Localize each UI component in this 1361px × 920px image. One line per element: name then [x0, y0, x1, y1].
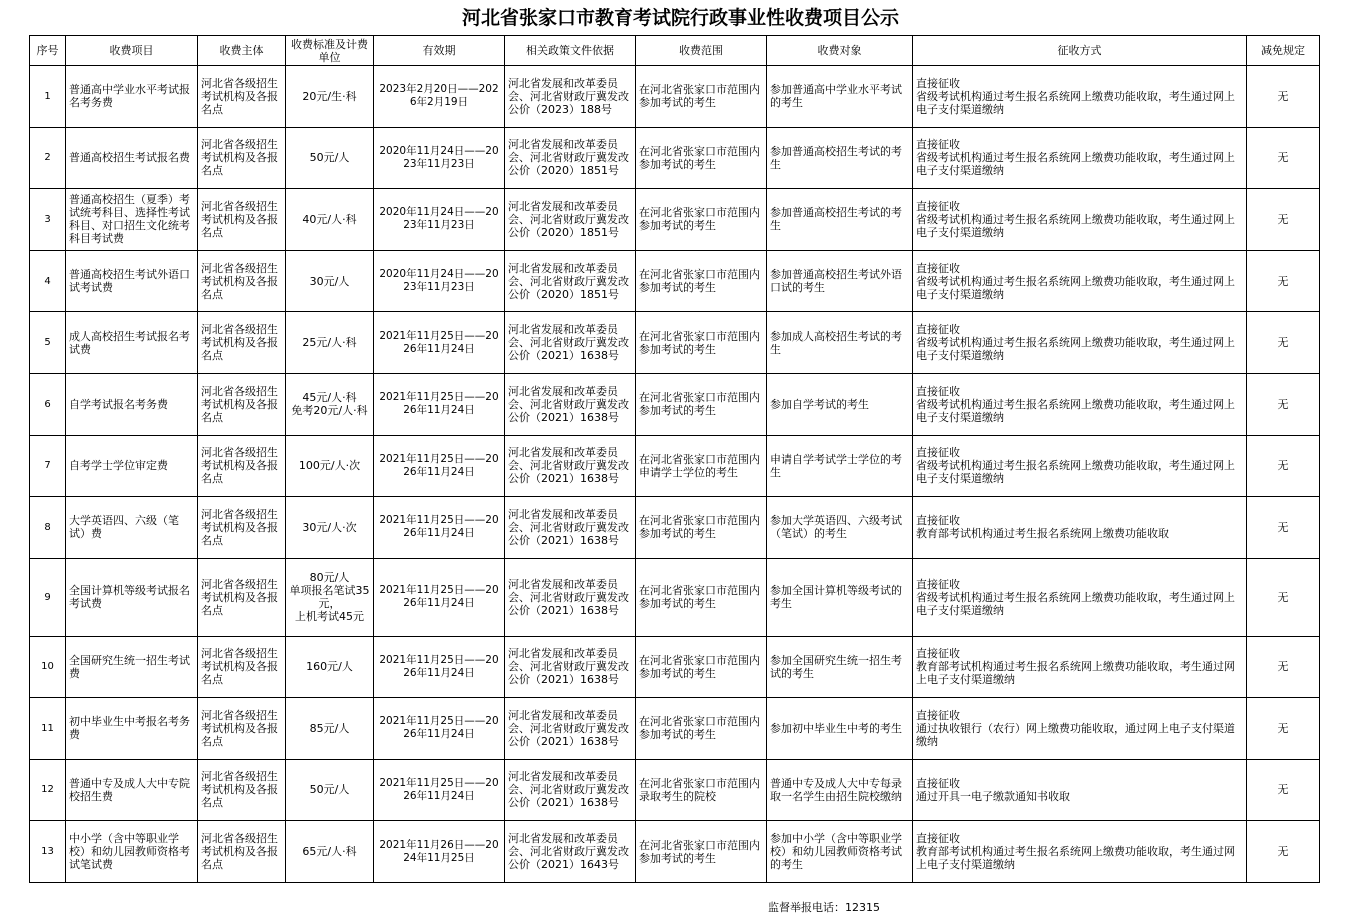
cell-body: 河北省各级招生考试机构及各报名点 — [198, 821, 286, 883]
cell-basis: 河北省发展和改革委员会、河北省财政厅冀发改公价（2021）1638号 — [505, 759, 636, 821]
table-row — [30, 127, 1320, 189]
cell-no: 6 — [30, 373, 66, 435]
table-row — [30, 373, 1320, 435]
cell-method: 直接征收 省级考试机构通过考生报名系统网上缴费功能收取，考生通过网上电子支付渠道缴纳 — [913, 558, 1247, 636]
cell-target: 参加全国计算机等级考试的考生 — [767, 558, 913, 636]
header-basis: 相关政策文件依据 — [505, 36, 636, 66]
cell-item: 中小学（含中等职业学校）和幼儿园教师资格考试笔试费 — [66, 821, 198, 883]
cell-exempt: 无 — [1247, 636, 1320, 698]
cell-exempt: 无 — [1247, 497, 1320, 559]
cell-exempt: 无 — [1247, 189, 1320, 251]
cell-standard: 45元/人·科 免考20元/人·科 — [286, 373, 374, 435]
cell-target: 普通中专及成人大中专每录取一名学生由招生院校缴纳 — [767, 759, 913, 821]
cell-target: 参加中小学（含中等职业学校）和幼儿园教师资格考试的考生 — [767, 821, 913, 883]
cell-item: 普通高校招生考试报名费 — [66, 127, 198, 189]
cell-method: 直接征收 省级考试机构通过考生报名系统网上缴费功能收取，考生通过网上电子支付渠道缴纳 — [913, 189, 1247, 251]
cell-standard: 50元/人 — [286, 759, 374, 821]
cell-period: 2020年11月24日——2023年11月23日 — [374, 189, 505, 251]
cell-standard: 30元/人 — [286, 250, 374, 312]
cell-exempt: 无 — [1247, 250, 1320, 312]
header-no: 序号 — [30, 36, 66, 66]
cell-scope: 在河北省张家口市范围内录取考生的院校 — [636, 759, 767, 821]
cell-standard: 40元/人·科 — [286, 189, 374, 251]
table-header-row — [30, 36, 1320, 66]
cell-basis: 河北省发展和改革委员会、河北省财政厅冀发改公价（2020）1851号 — [505, 250, 636, 312]
cell-body: 河北省各级招生考试机构及各报名点 — [198, 66, 286, 128]
cell-no: 8 — [30, 497, 66, 559]
cell-method: 直接征收 教育部考试机构通过考生报名系统网上缴费功能收取，考生通过网上电子支付渠道缴纳 — [913, 636, 1247, 698]
table-row — [30, 497, 1320, 559]
table-row — [30, 698, 1320, 760]
cell-exempt: 无 — [1247, 66, 1320, 128]
table-body — [30, 66, 1320, 883]
cell-basis: 河北省发展和改革委员会、河北省财政厅冀发改公价（2021）1638号 — [505, 435, 636, 497]
cell-standard: 65元/人·科 — [286, 821, 374, 883]
cell-basis: 河北省发展和改革委员会、河北省财政厅冀发改公价（2021）1638号 — [505, 636, 636, 698]
cell-target: 参加大学英语四、六级考试（笔试）的考生 — [767, 497, 913, 559]
page-title: 河北省张家口市教育考试院行政事业性收费项目公示 — [461, 7, 899, 29]
cell-body: 河北省各级招生考试机构及各报名点 — [198, 497, 286, 559]
cell-body: 河北省各级招生考试机构及各报名点 — [198, 435, 286, 497]
cell-target: 参加普通高校招生考试外语口试的考生 — [767, 250, 913, 312]
cell-period: 2021年11月25日——2026年11月24日 — [374, 636, 505, 698]
cell-standard: 85元/人 — [286, 698, 374, 760]
cell-no: 10 — [30, 636, 66, 698]
table-row — [30, 558, 1320, 636]
table-row — [30, 66, 1320, 128]
cell-item: 普通高校招生考试外语口试考试费 — [66, 250, 198, 312]
cell-item: 普通中专及成人大中专院校招生费 — [66, 759, 198, 821]
cell-no: 13 — [30, 821, 66, 883]
cell-no: 3 — [30, 189, 66, 251]
cell-basis: 河北省发展和改革委员会、河北省财政厅冀发改公价（2021）1638号 — [505, 497, 636, 559]
cell-period: 2021年11月25日——2026年11月24日 — [374, 759, 505, 821]
cell-exempt: 无 — [1247, 698, 1320, 760]
cell-exempt: 无 — [1247, 127, 1320, 189]
cell-target: 申请自学考试学士学位的考生 — [767, 435, 913, 497]
cell-exempt: 无 — [1247, 759, 1320, 821]
cell-period: 2023年2月20日——2026年2月19日 — [374, 66, 505, 128]
cell-period: 2020年11月24日——2023年11月23日 — [374, 127, 505, 189]
cell-period: 2021年11月26日——2024年11月25日 — [374, 821, 505, 883]
cell-basis: 河北省发展和改革委员会、河北省财政厅冀发改公价（2020）1851号 — [505, 189, 636, 251]
cell-exempt: 无 — [1247, 312, 1320, 374]
cell-period: 2021年11月25日——2026年11月24日 — [374, 312, 505, 374]
cell-target: 参加自学考试的考生 — [767, 373, 913, 435]
cell-basis: 河北省发展和改革委员会、河北省财政厅冀发改公价（2020）1851号 — [505, 127, 636, 189]
cell-target: 参加成人高校招生考试的考生 — [767, 312, 913, 374]
cell-method: 直接征收 通过开具一电子缴款通知书收取 — [913, 759, 1247, 821]
cell-target: 参加全国研究生统一招生考试的考生 — [767, 636, 913, 698]
header-scope: 收费范围 — [636, 36, 767, 66]
cell-item: 普通高中学业水平考试报名考务费 — [66, 66, 198, 128]
table-row — [30, 312, 1320, 374]
cell-scope: 在河北省张家口市范围内参加考试的考生 — [636, 66, 767, 128]
cell-scope: 在河北省张家口市范围内参加考试的考生 — [636, 821, 767, 883]
cell-method: 直接征收 省级考试机构通过考生报名系统网上缴费功能收取，考生通过网上电子支付渠道缴纳 — [913, 435, 1247, 497]
cell-basis: 河北省发展和改革委员会、河北省财政厅冀发改公价（2021）1643号 — [505, 821, 636, 883]
cell-basis: 河北省发展和改革委员会、河北省财政厅冀发改公价（2021）1638号 — [505, 373, 636, 435]
cell-basis: 河北省发展和改革委员会、河北省财政厅冀发改公价（2021）1638号 — [505, 312, 636, 374]
cell-body: 河北省各级招生考试机构及各报名点 — [198, 558, 286, 636]
cell-no: 1 — [30, 66, 66, 128]
cell-standard: 30元/人·次 — [286, 497, 374, 559]
cell-method: 直接征收 省级考试机构通过考生报名系统网上缴费功能收取，考生通过网上电子支付渠道缴纳 — [913, 250, 1247, 312]
cell-basis: 河北省发展和改革委员会、河北省财政厅冀发改公价（2021）1638号 — [505, 698, 636, 760]
cell-target: 参加普通高校招生考试的考生 — [767, 189, 913, 251]
cell-exempt: 无 — [1247, 558, 1320, 636]
cell-basis: 河北省发展和改革委员会、河北省财政厅冀发改公价（2023）188号 — [505, 66, 636, 128]
cell-body: 河北省各级招生考试机构及各报名点 — [198, 636, 286, 698]
cell-scope: 在河北省张家口市范围内参加考试的考生 — [636, 558, 767, 636]
cell-period: 2021年11月25日——2026年11月24日 — [374, 435, 505, 497]
cell-scope: 在河北省张家口市范围内参加考试的考生 — [636, 250, 767, 312]
cell-item: 初中毕业生中考报名考务费 — [66, 698, 198, 760]
cell-exempt: 无 — [1247, 821, 1320, 883]
cell-item: 成人高校招生考试报名考试费 — [66, 312, 198, 374]
cell-item: 普通高校招生（夏季）考试统考科目、选择性考试科目、对口招生文化统考科目考试费 — [66, 189, 198, 251]
cell-period: 2020年11月24日——2023年11月23日 — [374, 250, 505, 312]
cell-method: 直接征收 省级考试机构通过考生报名系统网上缴费功能收取，考生通过网上电子支付渠道缴纳 — [913, 312, 1247, 374]
cell-standard: 20元/生·科 — [286, 66, 374, 128]
cell-item: 全国计算机等级考试报名考试费 — [66, 558, 198, 636]
cell-scope: 在河北省张家口市范围内参加考试的考生 — [636, 127, 767, 189]
table-row — [30, 250, 1320, 312]
cell-scope: 在河北省张家口市范围内参加考试的考生 — [636, 636, 767, 698]
cell-standard: 100元/人·次 — [286, 435, 374, 497]
cell-body: 河北省各级招生考试机构及各报名点 — [198, 373, 286, 435]
header-method: 征收方式 — [913, 36, 1247, 66]
cell-item: 全国研究生统一招生考试费 — [66, 636, 198, 698]
cell-item: 自学考试报名考务费 — [66, 373, 198, 435]
table-row — [30, 435, 1320, 497]
cell-no: 5 — [30, 312, 66, 374]
cell-method: 直接征收 省级考试机构通过考生报名系统网上缴费功能收取，考生通过网上电子支付渠道缴纳 — [913, 373, 1247, 435]
cell-no: 12 — [30, 759, 66, 821]
cell-period: 2021年11月25日——2026年11月24日 — [374, 497, 505, 559]
cell-standard: 50元/人 — [286, 127, 374, 189]
header-target: 收费对象 — [767, 36, 913, 66]
cell-no: 9 — [30, 558, 66, 636]
cell-method: 直接征收 通过执收银行（农行）网上缴费功能收取，通过网上电子支付渠道缴纳 — [913, 698, 1247, 760]
cell-scope: 在河北省张家口市范围内参加考试的考生 — [636, 698, 767, 760]
cell-target: 参加普通高中学业水平考试的考生 — [767, 66, 913, 128]
header-body: 收费主体 — [198, 36, 286, 66]
cell-target: 参加普通高校招生考试的考生 — [767, 127, 913, 189]
cell-scope: 在河北省张家口市范围内申请学士学位的考生 — [636, 435, 767, 497]
cell-scope: 在河北省张家口市范围内参加考试的考生 — [636, 189, 767, 251]
cell-basis: 河北省发展和改革委员会、河北省财政厅冀发改公价（2021）1638号 — [505, 558, 636, 636]
cell-exempt: 无 — [1247, 435, 1320, 497]
cell-standard: 25元/人·科 — [286, 312, 374, 374]
cell-no: 11 — [30, 698, 66, 760]
cell-body: 河北省各级招生考试机构及各报名点 — [198, 698, 286, 760]
table-row — [30, 636, 1320, 698]
header-period: 有效期 — [374, 36, 505, 66]
cell-standard: 80元/人 单项报名笔试35元， 上机考试45元 — [286, 558, 374, 636]
cell-scope: 在河北省张家口市范围内参加考试的考生 — [636, 373, 767, 435]
cell-body: 河北省各级招生考试机构及各报名点 — [198, 127, 286, 189]
cell-body: 河北省各级招生考试机构及各报名点 — [198, 312, 286, 374]
header-standard: 收费标准及计费单位 — [286, 36, 374, 66]
hotline-text: 监督举报电话：12315 — [768, 901, 880, 914]
cell-period: 2021年11月25日——2026年11月24日 — [374, 698, 505, 760]
cell-item: 自考学士学位审定费 — [66, 435, 198, 497]
cell-method: 直接征收 教育部考试机构通过考生报名系统网上缴费功能收取，考生通过网上电子支付渠道缴纳 — [913, 821, 1247, 883]
cell-method: 直接征收 省级考试机构通过考生报名系统网上缴费功能收取，考生通过网上电子支付渠道缴纳 — [913, 66, 1247, 128]
fee-table — [29, 35, 1320, 883]
cell-exempt: 无 — [1247, 373, 1320, 435]
cell-no: 4 — [30, 250, 66, 312]
cell-scope: 在河北省张家口市范围内参加考试的考生 — [636, 312, 767, 374]
header-exempt: 减免规定 — [1247, 36, 1320, 66]
cell-no: 2 — [30, 127, 66, 189]
header-item: 收费项目 — [66, 36, 198, 66]
cell-target: 参加初中毕业生中考的考生 — [767, 698, 913, 760]
table-row — [30, 189, 1320, 251]
cell-item: 大学英语四、六级（笔试）费 — [66, 497, 198, 559]
cell-method: 直接征收 教育部考试机构通过考生报名系统网上缴费功能收取 — [913, 497, 1247, 559]
table-row — [30, 821, 1320, 883]
cell-period: 2021年11月25日——2026年11月24日 — [374, 558, 505, 636]
cell-body: 河北省各级招生考试机构及各报名点 — [198, 759, 286, 821]
table-row — [30, 759, 1320, 821]
cell-no: 7 — [30, 435, 66, 497]
cell-method: 直接征收 省级考试机构通过考生报名系统网上缴费功能收取，考生通过网上电子支付渠道缴纳 — [913, 127, 1247, 189]
cell-body: 河北省各级招生考试机构及各报名点 — [198, 250, 286, 312]
cell-scope: 在河北省张家口市范围内参加考试的考生 — [636, 497, 767, 559]
cell-standard: 160元/人 — [286, 636, 374, 698]
cell-body: 河北省各级招生考试机构及各报名点 — [198, 189, 286, 251]
cell-period: 2021年11月25日——2026年11月24日 — [374, 373, 505, 435]
